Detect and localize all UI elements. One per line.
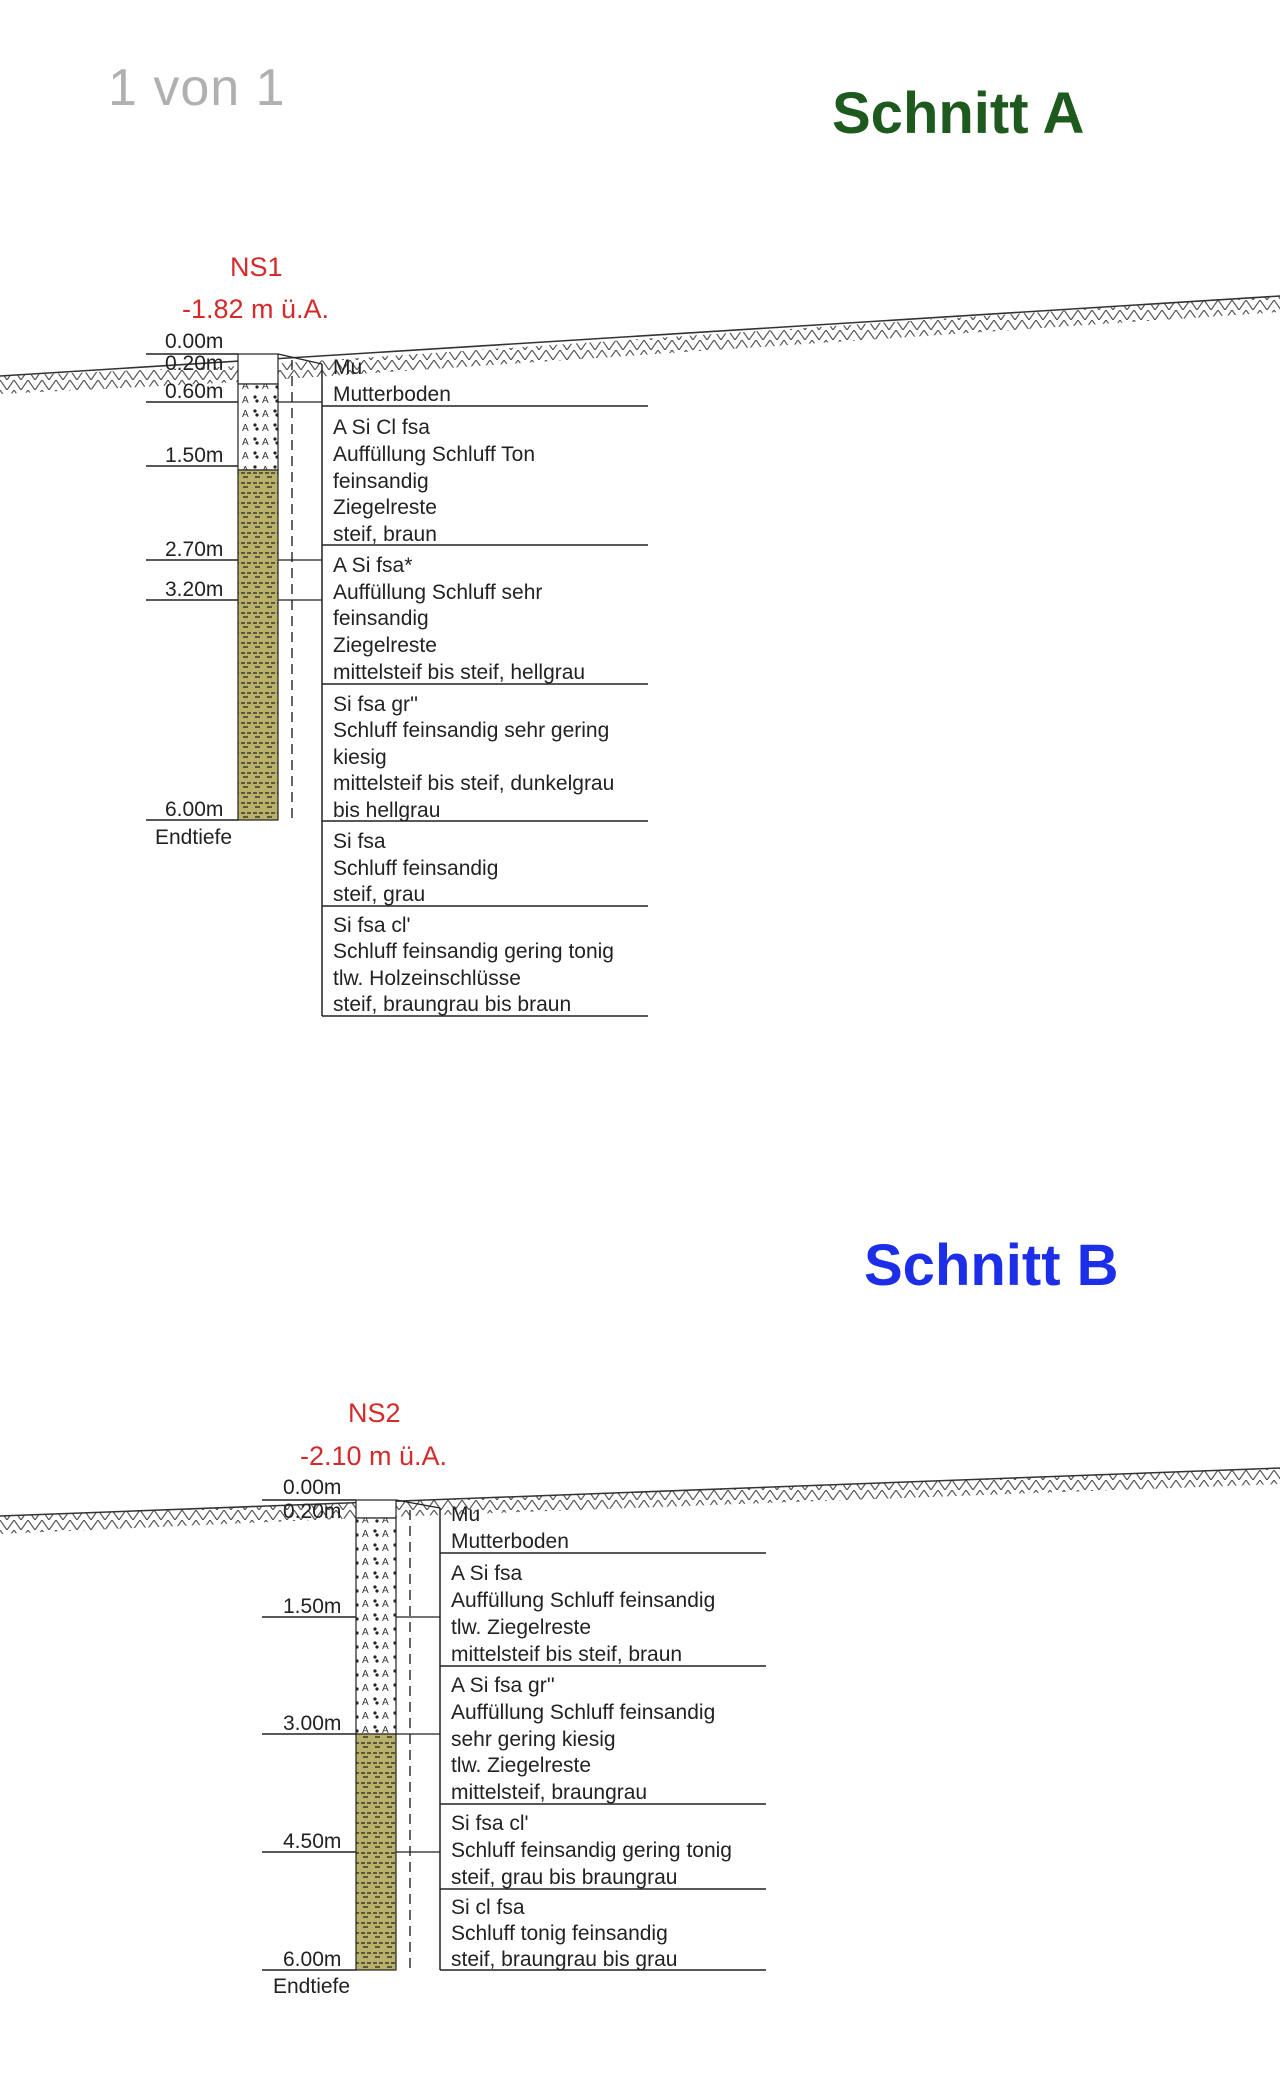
section-b-depth-label: 0.00m (283, 1476, 342, 1499)
section-a-depth-label: 0.60m (165, 380, 224, 403)
section-b-descriptions (396, 1500, 766, 1971)
section-a-depth-label: 1.50m (165, 444, 224, 467)
layer-description-line: A Si fsa gr'' (451, 1674, 555, 1697)
layer-description-line: Auffüllung Schluff Ton (333, 443, 535, 466)
layer-description-line: feinsandig (333, 470, 429, 493)
layer-description-line: Ziegelreste (333, 496, 437, 519)
section-b-drawing (0, 1398, 1280, 1998)
layer-description-line: tlw. Ziegelreste (451, 1754, 592, 1777)
layer-description-line: Mu (333, 356, 363, 379)
section-b-depth-label: 3.00m (283, 1712, 342, 1735)
layer-description-line: Schluff feinsandig gering tonig (333, 940, 614, 963)
layer-description-line: Si cl fsa (451, 1896, 525, 1919)
page-counter: 1 von 1 (108, 59, 286, 117)
section-a-probe-label: NS1 (230, 252, 283, 282)
layer-description-line: Si fsa gr'' (333, 693, 419, 716)
layer-description-line: tlw. Ziegelreste (451, 1616, 592, 1639)
section-b-probe-label: NS2 (348, 1398, 401, 1428)
layer-description-line: Ziegelreste (333, 634, 437, 657)
section-b-title: Schnitt B (864, 1233, 1119, 1298)
layer-description-line: Schluff feinsandig (333, 857, 499, 880)
layer-description-line: Schluff tonig feinsandig (451, 1922, 668, 1945)
section-b-depth-label: 6.00m (283, 1948, 342, 1971)
layer-description-line: bis hellgrau (333, 799, 441, 822)
section-a-drawing (0, 252, 1280, 1016)
layer-description-line: Si fsa cl' (333, 914, 411, 937)
layer-description-line: steif, grau bis braungrau (451, 1866, 678, 1889)
section-a-depth-labels (146, 330, 238, 849)
layer-description-line: mittelsteif bis steif, dunkelgrau (333, 772, 615, 795)
layer-description-line: A Si fsa* (333, 554, 413, 577)
layer-description-line: Auffüllung Schluff feinsandig (451, 1701, 716, 1724)
layer-description-line: steif, braungrau bis grau (451, 1948, 678, 1971)
section-b-layer-topsoil (356, 1500, 396, 1518)
layer-description-line: feinsandig (333, 607, 429, 630)
section-a-depth-label: 3.20m (165, 578, 224, 601)
section-b-depth-labels (262, 1476, 356, 1998)
section-b-depth-label: 1.50m (283, 1595, 342, 1618)
layer-description-line: Schluff feinsandig sehr gering (333, 719, 610, 742)
layer-description-line: A Si fsa (451, 1562, 523, 1585)
layer-description-line: Schluff feinsandig gering tonig (451, 1839, 732, 1862)
section-a-elevation: -1.82 m ü.A. (182, 294, 330, 324)
layer-description-line: kiesig (333, 746, 387, 769)
section-a-depth-label: 6.00m (165, 798, 224, 821)
section-a-depth-label: 2.70m (165, 538, 224, 561)
layer-description-line: mittelsteif, braungrau (451, 1781, 648, 1804)
section-b-terrain-hatch (0, 1468, 1280, 1534)
section-a-depth-label: 0.00m (165, 330, 224, 353)
layer-description-line: Auffüllung Schluff sehr (333, 581, 543, 604)
section-a-layer-topsoil (238, 354, 278, 384)
section-a-title: Schnitt A (832, 81, 1085, 146)
layer-description-line: Si fsa (333, 830, 386, 853)
section-b-end-label: Endtiefe (273, 1975, 351, 1998)
section-b-depth-label: 0.20m (283, 1500, 342, 1523)
layer-description-line: A Si Cl fsa (333, 416, 430, 439)
layer-description-line: tlw. Holzeinschlüsse (333, 967, 521, 990)
layer-description-line: Auffüllung Schluff feinsandig (451, 1589, 716, 1612)
section-a-depth-label: 0.20m (165, 352, 224, 375)
layer-description-line: steif, braun (333, 523, 437, 546)
layer-description-line: mittelsteif bis steif, hellgrau (333, 661, 586, 684)
layer-description-line: Mutterboden (333, 383, 451, 406)
layer-description-line: steif, braungrau bis braun (333, 993, 572, 1016)
section-a-layer-silt (238, 470, 278, 820)
layer-description-line: Mutterboden (451, 1530, 569, 1553)
section-b-layer-fill (356, 1518, 396, 1734)
section-b-elevation: -2.10 m ü.A. (300, 1441, 448, 1471)
layer-description-line: Si fsa cl' (451, 1812, 529, 1835)
layer-description-line: steif, grau (333, 883, 426, 906)
layer-description-line: sehr gering kiesig (451, 1728, 616, 1751)
section-a-layer-fill-1 (238, 384, 278, 470)
section-b-depth-label: 4.50m (283, 1830, 342, 1853)
layer-description-line: Mu (451, 1503, 481, 1526)
section-b-terrain-line (0, 1468, 1280, 1516)
section-a-descriptions (278, 354, 648, 1016)
section-a-end-label: Endtiefe (155, 826, 233, 849)
layer-description-line: mittelsteif bis steif, braun (451, 1643, 683, 1666)
section-b-layer-silt (356, 1734, 396, 1970)
